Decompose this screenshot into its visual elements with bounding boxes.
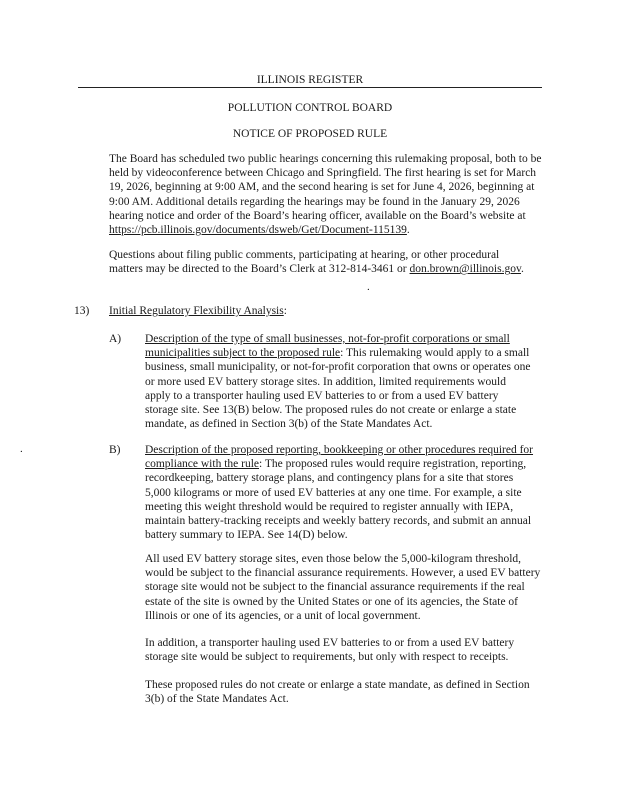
- section-title: Initial Regulatory Flexibility Analysis: [109, 305, 284, 317]
- notice-title: NOTICE OF PROPOSED RULE: [232, 128, 388, 140]
- item-b-paragraph-4: These proposed rules do not create or enlarge a state mandate, as defined in Section 3(b) of the State Mandates Act.: [145, 679, 530, 706]
- questions-paragraph: [109, 248, 529, 276]
- questions-end: .: [520, 263, 524, 276]
- questions-text: Questions about filing public comments, participating at hearing, or other procedural matters may be directed to the Board’s Clerk at 312-814-3461 or: [109, 249, 500, 276]
- item-a-paragraph: [145, 332, 533, 431]
- hearings-text: The Board has scheduled two public hearings concerning this rulemaking proposal, both to be held by videoconference between Chicago and Springfield. The first hearing is set for March 19, 2026, beginning at 9:00 AM, and the second hearing is set for June 4, 2026, beginning at 9:00 AM. Additional details regarding the hearings may be found in the January 29, 2026 hearing notice and order of the Board’s hearing officer, available on the Board’s website at: [109, 153, 542, 222]
- clerk-email-link[interactable]: don.brown@illinois.gov: [409, 263, 521, 276]
- item-b-letter: B): [109, 444, 121, 456]
- hearings-end: .: [406, 224, 410, 237]
- register-title: ILLINOIS REGISTER: [256, 74, 364, 86]
- margin-mark: .: [20, 443, 23, 455]
- item-a-letter: A): [109, 333, 122, 345]
- item-b-paragraph: [145, 443, 537, 542]
- section-heading: Initial Regulatory Flexibility Analysis:: [109, 305, 287, 317]
- header-rule: [78, 87, 542, 88]
- hearings-paragraph: [109, 152, 545, 237]
- item-b-paragraph-3: In addition, a transporter hauling used EV batteries to or from a used EV battery storage site would be subject to requirements, but only with respect to receipts.: [145, 637, 515, 664]
- item-b-text: : The proposed rules would require registration, reporting, recordkeeping, battery storage plans, and contingency plans for a site that stores 5,000 kilograms or more of used EV batteries at any one time. For example, a site meeting this weight threshold would be required to register annually with IEPA, maintain battery-tracking receipts and weekly battery records, and submit an annual battery summary to IEPA. See 14(D) below.: [145, 458, 532, 542]
- item-b-paragraph-2: All used EV battery storage sites, even those below the 5,000-kilogram threshold, would be subject to the financial assurance requirements. However, a used EV battery storage site would not be subject to the financial assurance requirements if the real estate of the site is owned by the United States or one of its agencies, the State of Illinois or one of its agencies, or a unit of local government.: [145, 553, 541, 622]
- item-a-text: : This rulemaking would apply to a small business, small municipality, or not-for-profit corporation that owns or operates one or more used EV battery storage sites. In addition, limited requirements would apply to a transporter hauling used EV batteries to or from a used EV battery storage site. See 13(B) below. The proposed rules do not create or enlarge a state mandate, as defined in Section 3(b) of the State Mandates Act.: [145, 347, 531, 431]
- stray-mark: .: [367, 281, 370, 293]
- item-a-heading: Description of the type of small businesses, not-for-profit corporations or small municipalities subject to the proposed rule: [145, 333, 510, 360]
- hearings-link[interactable]: https://pcb.illinois.gov/documents/dsweb/Get/Document-115139: [109, 224, 407, 237]
- section-number: 13): [74, 305, 90, 317]
- agency-title: POLLUTION CONTROL BOARD: [227, 102, 393, 114]
- item-b-heading: Description of the proposed reporting, bookkeeping or other procedures required for compliance with the rule: [145, 444, 534, 471]
